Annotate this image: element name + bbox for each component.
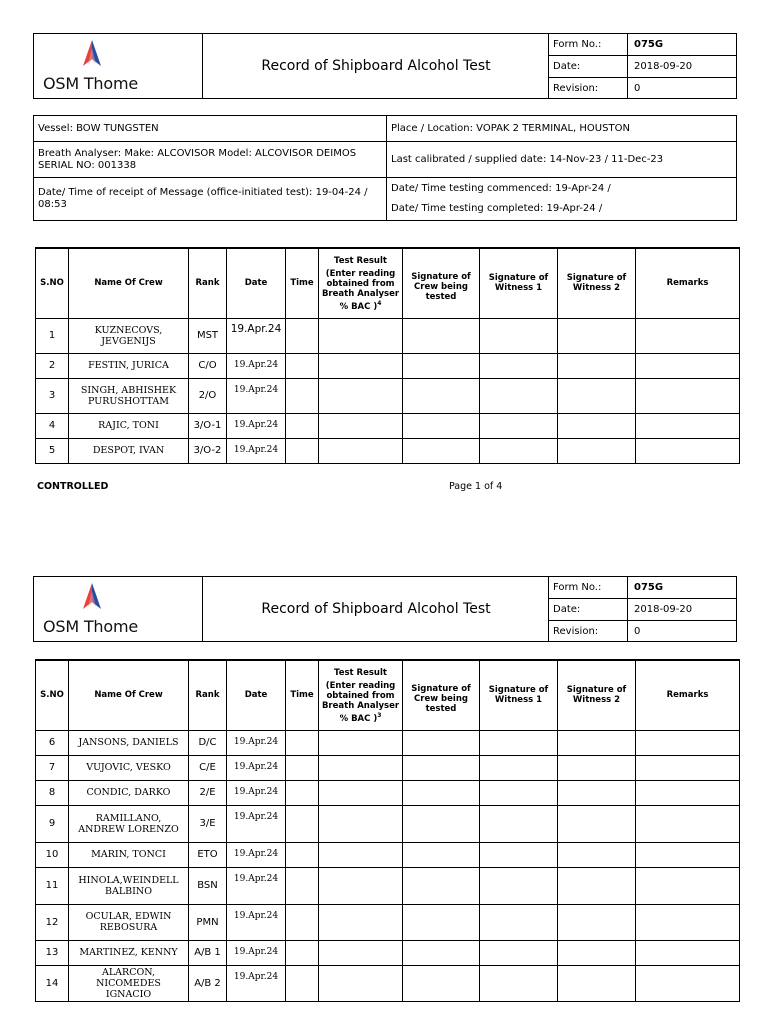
row-sno: 2	[36, 353, 69, 378]
col-test-result	[319, 248, 403, 318]
table-row	[36, 780, 740, 805]
table-row	[36, 965, 740, 1001]
row-sig-w2[interactable]	[558, 413, 636, 438]
row-sig-crew[interactable]	[403, 318, 480, 353]
col-remarks: Remarks	[636, 248, 740, 318]
table-row	[36, 940, 740, 965]
row-sig-w2[interactable]	[558, 780, 636, 805]
row-sig-w1[interactable]	[480, 755, 558, 780]
test-result-footnote: 4	[377, 300, 382, 308]
col-time: Time	[286, 660, 319, 730]
row-time[interactable]	[286, 940, 319, 965]
row-sig-w2[interactable]	[558, 730, 636, 755]
row-remarks[interactable]	[636, 378, 740, 413]
row-name: JANSONS, DANIELS	[69, 730, 189, 755]
row-sig-w1[interactable]	[480, 378, 558, 413]
row-test-result[interactable]	[319, 940, 403, 965]
row-test-result[interactable]	[319, 378, 403, 413]
row-sig-crew[interactable]	[403, 842, 480, 867]
col-sig-crew	[403, 660, 480, 730]
row-time[interactable]	[286, 904, 319, 940]
table-row	[36, 438, 740, 463]
row-time[interactable]	[286, 318, 319, 353]
date-value: 2018-09-20	[634, 61, 693, 72]
row-sig-w1[interactable]	[480, 438, 558, 463]
row-sig-crew[interactable]	[403, 965, 480, 1001]
row-sig-w2[interactable]	[558, 805, 636, 842]
brand-name: OSM Thome	[43, 74, 138, 93]
row-sig-w1[interactable]	[480, 805, 558, 842]
place-cell: Place / Location: VOPAK 2 TERMINAL, HOUSTON	[391, 122, 630, 134]
row-remarks[interactable]	[636, 755, 740, 780]
form-no-row	[549, 34, 737, 55]
vessel-cell: Vessel: BOW TUNGSTEN	[38, 122, 159, 134]
row-rank: PMN	[189, 904, 227, 940]
date-label: Date:	[549, 599, 628, 620]
row-sig-crew[interactable]	[403, 940, 480, 965]
row-time[interactable]	[286, 805, 319, 842]
form-meta	[548, 34, 736, 98]
row-sig-w1[interactable]	[480, 965, 558, 1001]
row-sig-crew[interactable]	[403, 413, 480, 438]
row-date: 19.Apr.24	[227, 438, 286, 463]
col-test-result	[319, 660, 403, 730]
col-sno: S.NO	[36, 248, 69, 318]
table-row	[36, 413, 740, 438]
row-sig-w1[interactable]	[480, 318, 558, 353]
row-sno: 8	[36, 780, 69, 805]
row-date: 19.Apr.24	[227, 730, 286, 755]
testing-completed-cell: Date/ Time testing completed: 19-Apr-24 /	[391, 203, 603, 214]
table-row	[36, 378, 740, 413]
row-rank: 3/O-1	[189, 413, 227, 438]
row-remarks[interactable]	[636, 965, 740, 1001]
row-sig-w1[interactable]	[480, 353, 558, 378]
row-date: 19.Apr.24	[227, 413, 286, 438]
breath-analyser-cell: Breath Analyser: Make: ALCOVISOR Model: ALCOVISOR DEIMOS SERIAL NO: 001338	[38, 147, 357, 171]
row-rank: 2/E	[189, 780, 227, 805]
revision-label: Revision:	[549, 621, 628, 641]
row-sig-crew[interactable]	[403, 867, 480, 904]
row-test-result[interactable]	[319, 965, 403, 1001]
row-test-result[interactable]	[319, 780, 403, 805]
col-name: Name Of Crew	[69, 660, 189, 730]
row-date: 19.Apr.24	[227, 965, 286, 1001]
revision-row	[549, 620, 737, 641]
col-sno: S.NO	[36, 660, 69, 730]
row-time[interactable]	[286, 755, 319, 780]
row-time[interactable]	[286, 730, 319, 755]
form-no-value: 075G	[634, 582, 664, 593]
brand-name: OSM Thome	[43, 617, 138, 636]
col-name: Name Of Crew	[69, 248, 189, 318]
table-row	[36, 867, 740, 904]
row-time[interactable]	[286, 413, 319, 438]
row-sig-crew[interactable]	[403, 755, 480, 780]
test-result-title: Test Result	[334, 256, 387, 267]
form-header-page1	[33, 33, 737, 99]
form-no-label: Form No.:	[549, 34, 628, 55]
row-sig-w1[interactable]	[480, 730, 558, 755]
row-name: FESTIN, JURICA	[69, 353, 189, 378]
col-rank: Rank	[189, 248, 227, 318]
row-test-result[interactable]	[319, 730, 403, 755]
row-sig-w1[interactable]	[480, 940, 558, 965]
row-sig-crew[interactable]	[403, 805, 480, 842]
row-sig-w2[interactable]	[558, 378, 636, 413]
col-sig-witness-1: Signature of Witness 1	[480, 660, 558, 730]
row-date: 19.Apr.24	[227, 904, 286, 940]
row-date: 19.Apr.24	[227, 353, 286, 378]
crew-table-page1	[35, 247, 740, 464]
row-remarks[interactable]	[636, 438, 740, 463]
row-time[interactable]	[286, 438, 319, 463]
row-time[interactable]	[286, 353, 319, 378]
row-time[interactable]	[286, 378, 319, 413]
col-sig-witness-1: Signature of Witness 1	[480, 248, 558, 318]
row-time[interactable]	[286, 965, 319, 1001]
row-sno: 3	[36, 378, 69, 413]
row-date: 19.Apr.24	[227, 755, 286, 780]
row-sig-w1[interactable]	[480, 842, 558, 867]
row-date: 19.Apr.24	[227, 378, 286, 413]
revision-value: 0	[634, 625, 641, 637]
row-test-result[interactable]	[319, 413, 403, 438]
row-rank: C/E	[189, 755, 227, 780]
row-name: KUZNECOVS, JEVGENIJS	[69, 318, 189, 353]
row-rank: D/C	[189, 730, 227, 755]
form-title: Record of Shipboard Alcohol Test	[261, 58, 491, 74]
last-calibrated-cell: Last calibrated / supplied date: 14-Nov-23 / 11-Dec-23	[391, 153, 664, 165]
row-sig-w2[interactable]	[558, 755, 636, 780]
row-rank: 3/E	[189, 805, 227, 842]
form-no-row	[549, 577, 737, 598]
row-sno: 14	[36, 965, 69, 1001]
row-name: VUJOVIC, VESKO	[69, 755, 189, 780]
row-rank: 2/O	[189, 378, 227, 413]
row-test-result[interactable]	[319, 805, 403, 842]
row-sig-crew[interactable]	[403, 438, 480, 463]
row-sno: 9	[36, 805, 69, 842]
row-test-result[interactable]	[319, 318, 403, 353]
row-sig-w1[interactable]	[480, 904, 558, 940]
testing-commenced-cell: Date/ Time testing commenced: 19-Apr-24 /	[391, 183, 611, 194]
row-name: MARTINEZ, KENNY	[69, 940, 189, 965]
row-date: 19.Apr.24	[227, 805, 286, 842]
form-meta	[548, 577, 736, 641]
row-remarks[interactable]	[636, 413, 740, 438]
form-no-label: Form No.:	[549, 577, 628, 598]
page-number: Page 1 of 4	[449, 481, 503, 492]
row-sig-w2[interactable]	[558, 940, 636, 965]
company-logo	[34, 577, 203, 641]
row-rank: ETO	[189, 842, 227, 867]
row-name: SINGH, ABHISHEK PURUSHOTTAM	[69, 378, 189, 413]
row-remarks[interactable]	[636, 842, 740, 867]
row-remarks[interactable]	[636, 353, 740, 378]
row-sig-crew[interactable]	[403, 378, 480, 413]
row-sig-w1[interactable]	[480, 413, 558, 438]
col-date: Date	[227, 660, 286, 730]
osm-thome-logo-icon	[79, 40, 105, 70]
row-sig-crew[interactable]	[403, 353, 480, 378]
test-result-sub: (Enter reading obtained from Breath Analyser % BAC )	[321, 681, 400, 725]
row-test-result[interactable]	[319, 755, 403, 780]
form-title: Record of Shipboard Alcohol Test	[261, 601, 491, 617]
row-rank: BSN	[189, 867, 227, 904]
date-row	[549, 598, 737, 620]
row-time[interactable]	[286, 780, 319, 805]
row-remarks[interactable]	[636, 805, 740, 842]
col-time: Time	[286, 248, 319, 318]
row-sno: 12	[36, 904, 69, 940]
date-row	[549, 55, 737, 77]
row-test-result[interactable]	[319, 353, 403, 378]
company-logo	[34, 34, 203, 98]
row-sno: 4	[36, 413, 69, 438]
row-sig-w2[interactable]	[558, 904, 636, 940]
test-result-title: Test Result	[334, 668, 387, 679]
test-result-sub: (Enter reading obtained from Breath Analyser % BAC )	[321, 269, 400, 313]
col-sig-witness-2: Signature of Witness 2	[558, 248, 636, 318]
row-name: HINOLA,WEINDELL BALBINO	[69, 867, 189, 904]
row-sno: 7	[36, 755, 69, 780]
table-row	[36, 318, 740, 353]
row-remarks[interactable]	[636, 780, 740, 805]
col-remarks: Remarks	[636, 660, 740, 730]
row-remarks[interactable]	[636, 318, 740, 353]
row-time[interactable]	[286, 867, 319, 904]
row-name: CONDIC, DARKO	[69, 780, 189, 805]
row-date: 19.Apr.24	[227, 780, 286, 805]
row-rank: A/B 2	[189, 965, 227, 1001]
row-sig-w2[interactable]	[558, 438, 636, 463]
row-rank: 3/O-2	[189, 438, 227, 463]
table-row	[36, 904, 740, 940]
date-label: Date:	[549, 56, 628, 77]
row-test-result[interactable]	[319, 867, 403, 904]
osm-thome-logo-icon	[79, 583, 105, 613]
row-remarks[interactable]	[636, 867, 740, 904]
row-test-result[interactable]	[319, 904, 403, 940]
row-sig-w1[interactable]	[480, 867, 558, 904]
row-remarks[interactable]	[636, 940, 740, 965]
row-date: 19.Apr.24	[227, 842, 286, 867]
row-remarks[interactable]	[636, 730, 740, 755]
row-sno: 6	[36, 730, 69, 755]
crew-table-page2	[35, 659, 740, 1002]
col-sig-witness-2: Signature of Witness 2	[558, 660, 636, 730]
sig-crew-label: Signature of Crew being tested	[411, 272, 471, 303]
row-name: MARIN, TONCI	[69, 842, 189, 867]
row-remarks[interactable]	[636, 904, 740, 940]
row-rank: A/B 1	[189, 940, 227, 965]
row-sig-w2[interactable]	[558, 353, 636, 378]
revision-row	[549, 77, 737, 98]
table-row	[36, 730, 740, 755]
date-value: 2018-09-20	[634, 604, 693, 615]
row-sig-crew[interactable]	[403, 780, 480, 805]
row-sig-w2[interactable]	[558, 867, 636, 904]
row-name: OCULAR, EDWIN REBOSURA	[69, 904, 189, 940]
row-sno: 10	[36, 842, 69, 867]
row-sig-w1[interactable]	[480, 780, 558, 805]
row-sig-crew[interactable]	[403, 730, 480, 755]
row-name: DESPOT, IVAN	[69, 438, 189, 463]
test-result-footnote: 3	[377, 712, 382, 720]
row-test-result[interactable]	[319, 842, 403, 867]
table-row	[36, 755, 740, 780]
row-sig-w2[interactable]	[558, 965, 636, 1001]
controlled-label: CONTROLLED	[37, 481, 109, 492]
row-name: ALARCON, NICOMEDES IGNACIO	[69, 965, 189, 1001]
revision-label: Revision:	[549, 78, 628, 98]
row-sig-w2[interactable]	[558, 842, 636, 867]
row-rank: C/O	[189, 353, 227, 378]
form-no-value: 075G	[634, 39, 664, 50]
row-sno: 1	[36, 318, 69, 353]
row-sig-w2[interactable]	[558, 318, 636, 353]
row-sno: 13	[36, 940, 69, 965]
col-rank: Rank	[189, 660, 227, 730]
col-date: Date	[227, 248, 286, 318]
row-test-result[interactable]	[319, 438, 403, 463]
table-row	[36, 842, 740, 867]
row-date: 19.Apr.24	[227, 940, 286, 965]
form-header-page2	[33, 576, 737, 642]
row-name: RAJIC, TONI	[69, 413, 189, 438]
row-date: 19.Apr.24	[227, 318, 286, 353]
receipt-cell: Date/ Time of receipt of Message (office-initiated test): 19-04-24 / 08:53	[38, 187, 368, 210]
row-sno: 5	[36, 438, 69, 463]
sig-crew-label: Signature of Crew being tested	[411, 684, 471, 715]
table-row	[36, 805, 740, 842]
row-rank: MST	[189, 318, 227, 353]
col-sig-crew	[403, 248, 480, 318]
row-date: 19.Apr.24	[227, 867, 286, 904]
revision-value: 0	[634, 82, 641, 94]
row-sno: 11	[36, 867, 69, 904]
table-row	[36, 353, 740, 378]
row-name: RAMILLANO, ANDREW LORENZO	[69, 805, 189, 842]
row-sig-crew[interactable]	[403, 904, 480, 940]
row-time[interactable]	[286, 842, 319, 867]
vessel-info-table	[33, 115, 737, 221]
